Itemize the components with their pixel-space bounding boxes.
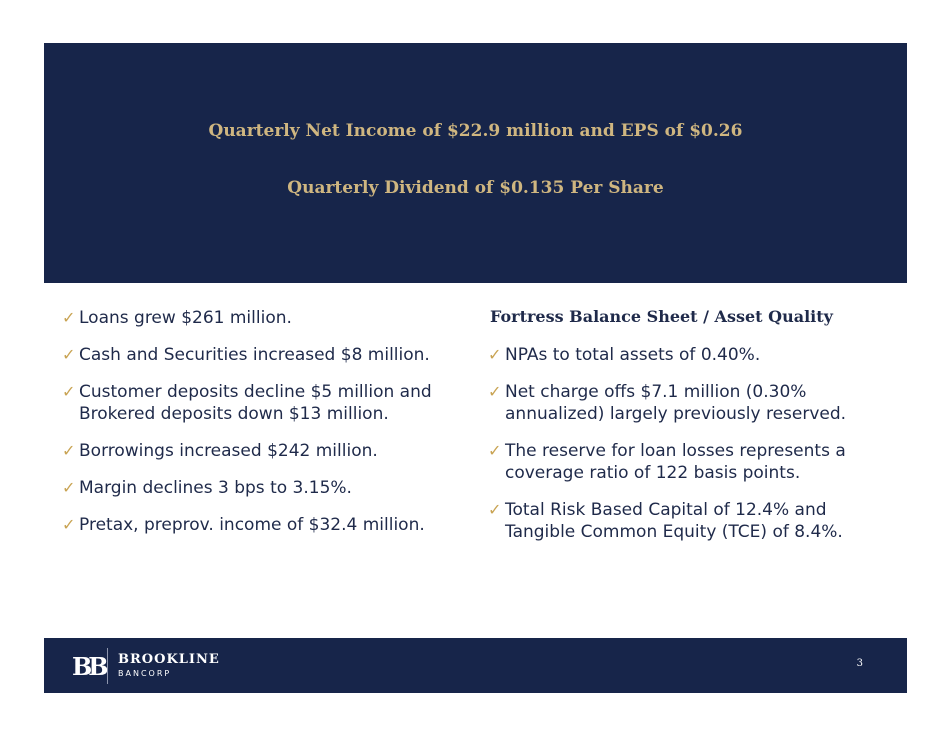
left-bullet-list [62, 307, 472, 536]
list-item [488, 499, 898, 543]
checkmark-icon: ✓ [488, 345, 502, 364]
list-item [488, 440, 898, 484]
checkmark-icon: ✓ [62, 308, 76, 327]
list-item [488, 381, 898, 425]
right-bullet-list [488, 344, 898, 543]
list-item-text: Pretax, preprov. income of $32.4 million. [79, 515, 425, 535]
list-item-text: The reserve for loan losses represents a coverage ratio of 122 basis points. [505, 441, 846, 483]
checkmark-icon: ✓ [62, 515, 76, 534]
right-column [488, 307, 898, 558]
list-item [62, 307, 472, 329]
checkmark-icon: ✓ [62, 382, 76, 401]
list-item-text: Cash and Securities increased $8 million. [79, 345, 430, 365]
checkmark-icon: ✓ [62, 478, 76, 497]
footer-bar [44, 638, 907, 693]
headline-banner [44, 43, 907, 283]
page-number: 3 [856, 658, 863, 669]
logo-name: BROOKLINE [118, 652, 220, 667]
brookline-logo-icon: BB [72, 652, 105, 681]
list-item [62, 477, 472, 499]
checkmark-icon: ✓ [488, 441, 502, 460]
checkmark-icon: ✓ [62, 345, 76, 364]
checkmark-icon: ✓ [62, 441, 76, 460]
checkmark-icon: ✓ [488, 382, 502, 401]
list-item [62, 440, 472, 462]
list-item-text: Customer deposits decline $5 million and Brokered deposits down $13 million. [79, 382, 432, 424]
list-item-text: Margin declines 3 bps to 3.15%. [79, 478, 352, 498]
section-title: Fortress Balance Sheet / Asset Quality [490, 307, 833, 326]
headline-dividend: Quarterly Dividend of $0.135 Per Share [287, 178, 664, 198]
list-item-text: Borrowings increased $242 million. [79, 441, 378, 461]
left-column [62, 307, 472, 551]
list-item-text: Net charge offs $7.1 million (0.30% annualized) largely previously reserved. [505, 382, 847, 424]
list-item [488, 344, 898, 366]
headline-net-income: Quarterly Net Income of $22.9 million and EPS of $0.26 [208, 121, 743, 141]
list-item-text: Loans grew $261 million. [79, 308, 292, 328]
list-item [62, 381, 472, 425]
logo-divider [107, 648, 108, 684]
list-item [62, 514, 472, 536]
checkmark-icon: ✓ [488, 500, 502, 519]
list-item [62, 344, 472, 366]
logo-subtitle: BANCORP [118, 669, 172, 678]
list-item-text: NPAs to total assets of 0.40%. [505, 345, 761, 365]
list-item-text: Total Risk Based Capital of 12.4% and Tangible Common Equity (TCE) of 8.4%. [505, 500, 843, 542]
